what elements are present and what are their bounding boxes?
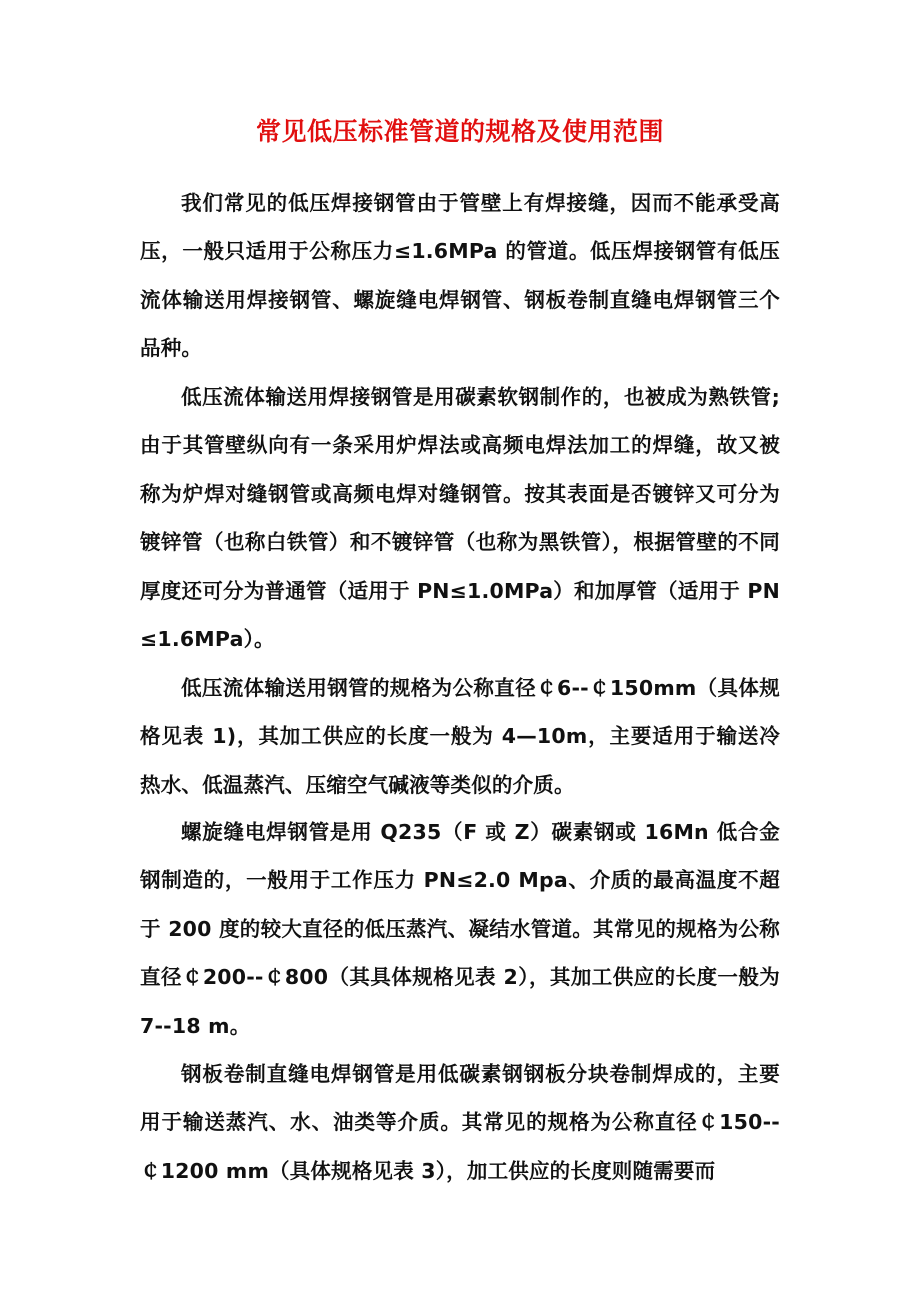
document-title: 常见低压标准管道的规格及使用范围 [255,117,664,146]
paragraph-straight-seam-welded-pipe: 钢板卷制直缝电焊钢管是用低碳素钢钢板分块卷制焊成的，主要用于输送蒸汽、水、油类等介质。其常见的规格为公称直径￠150--￠1200 mm（具体规格见表 3），加工供应的长度则随需要而 [140,1061,780,1183]
paragraph-fluid-pipe-specification: 低压流体输送用钢管的规格为公称直径￠6--￠150mm（具体规格见表 1)，其加工供应的长度一般为 4—10m，主要适用于输送冷热水、低温蒸汽、压缩空气碱液等类似的介质。 [140,675,780,797]
paragraph-intro: 我们常见的低压焊接钢管由于管壁上有焊接缝，因而不能承受高压，一般只适用于公称压力≤1.6MPa 的管道。低压焊接钢管有低压流体输送用焊接钢管、螺旋缝电焊钢管、钢板卷制直缝电焊钢管三个品种。 [140,190,780,360]
paragraph-low-pressure-fluid-pipe: 低压流体输送用焊接钢管是用碳素软钢制作的，也被成为熟铁管;由于其管壁纵向有一条采用炉焊法或高频电焊法加工的焊缝，故又被称为炉焊对缝钢管或高频电焊对缝钢管。按其表面是否镀锌又可分为镀锌管（也称白铁管）和不镀锌管（也称为黑铁管），根据管壁的不同厚度还可分为普通管（适用于 PN≤1.0MPa）和加厚管（适用于 PN≤1.6MPa）。 [140,384,780,651]
paragraph-spiral-welded-pipe: 螺旋缝电焊钢管是用 Q235（F 或 Z）碳素钢或 16Mn 低合金钢制造的，一般用于工作压力 PN≤2.0 Mpa、介质的最高温度不超于 200 度的较大直径的低压蒸汽、凝结水管道。其常见的规格为公称直径￠200--￠800（其具体规格见表 2），其加工供应的长度一般为 7--18 m。 [140,819,780,1038]
